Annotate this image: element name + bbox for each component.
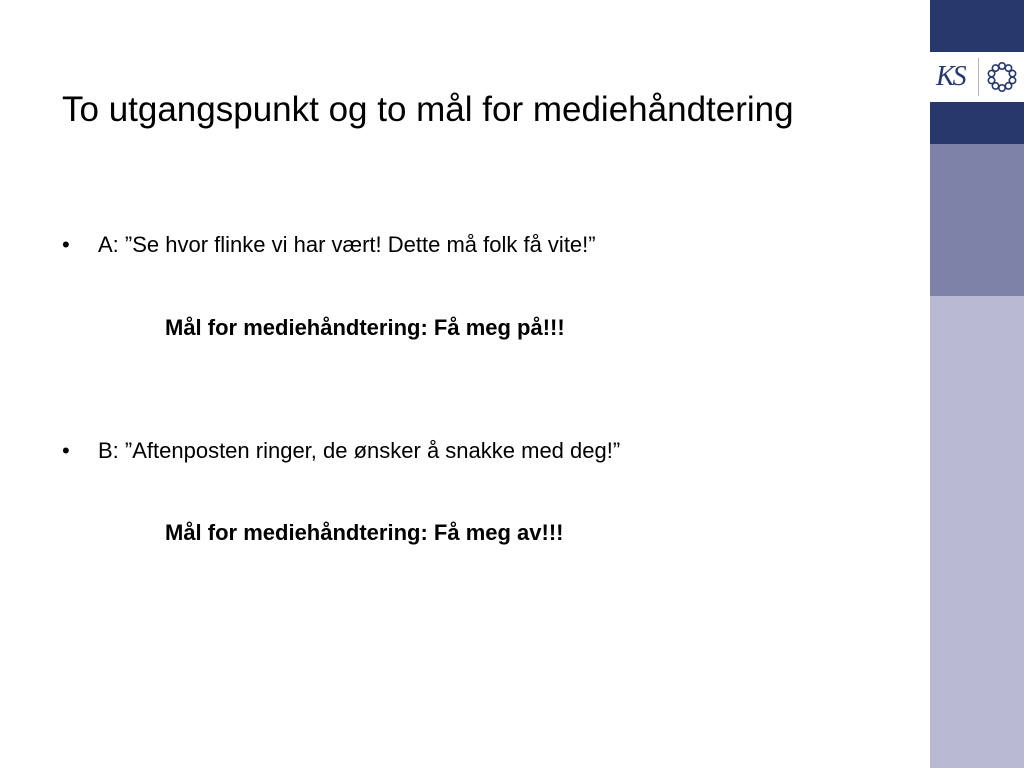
sidebar-band-light	[930, 296, 1024, 768]
logo-divider	[978, 58, 979, 96]
ring-dot	[999, 63, 1005, 69]
bullet-text: A: ”Se hvor flinke vi har vært! Dette må folk få vite!”	[98, 232, 596, 257]
bullet-marker: •	[62, 232, 70, 257]
sidebar-band-dark	[930, 102, 1024, 144]
bullet-marker: •	[62, 438, 70, 463]
ring-dot	[1005, 83, 1011, 89]
ring-dot	[988, 77, 994, 83]
ring-dot	[992, 65, 998, 71]
bullet-item-b	[62, 436, 620, 466]
ks-logo	[930, 52, 1024, 102]
slide-title: To utgangspunkt og to mål for mediehåndtering	[62, 90, 794, 129]
sidebar-band-dark-top	[930, 0, 1024, 52]
logo-text: KS	[936, 61, 965, 92]
sidebar-band-mid	[930, 144, 1024, 296]
bullet-text: B: ”Aftenposten ringer, de ønsker å snakke med deg!”	[98, 438, 621, 463]
ring-dot	[1009, 70, 1015, 76]
ring-dot	[999, 85, 1005, 91]
goal-text-a: Mål for mediehåndtering: Få meg på!!!	[165, 315, 565, 340]
ring-of-dots-icon	[984, 59, 1020, 95]
goal-text-b: Mål for mediehåndtering: Få meg av!!!	[165, 520, 564, 545]
sidebar-decoration	[930, 0, 1024, 768]
bullet-item-a	[62, 230, 596, 260]
